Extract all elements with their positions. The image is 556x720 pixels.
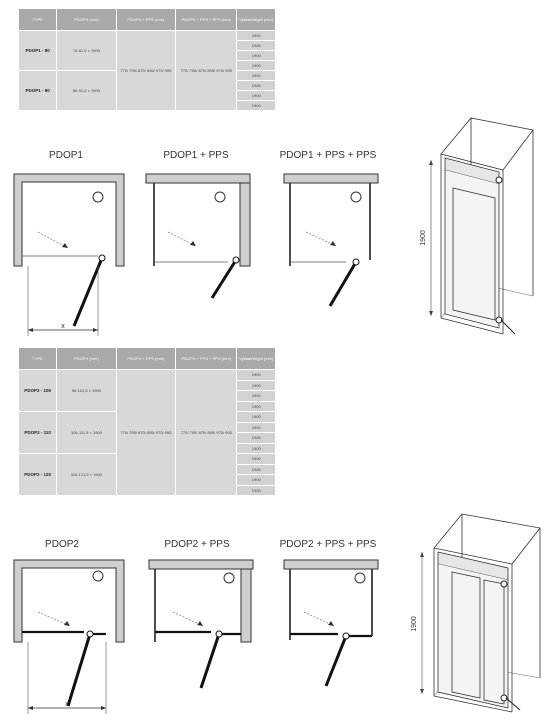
header-height: Výška/Height (mm) bbox=[237, 348, 276, 370]
height-cell: 1900 bbox=[237, 31, 276, 41]
header-pps-pps: PDOPX + PPS + PPS (mm) bbox=[176, 9, 237, 31]
header-pps-pps: PDOPX + PPS + PPS (mm) bbox=[176, 348, 237, 370]
height-cell: 1900 bbox=[237, 485, 276, 496]
pps-pps-cell: 770/ 795/ 870/ 895/ 970/ 995 bbox=[176, 370, 237, 496]
diagram-label-pdop2-pps-pps: PDOP2 + PPS + PPS bbox=[279, 539, 377, 550]
dimension-x-label: x bbox=[61, 323, 65, 330]
dim-cell: 96-101,5 × 1900 bbox=[57, 370, 116, 412]
diagram-label-pdop2-pps: PDOP2 + PPS bbox=[164, 539, 230, 550]
header-pps: PDOPX + PPS (mm) bbox=[116, 348, 175, 370]
height-cell: 1900 bbox=[237, 475, 276, 486]
dim-cell: 116-121,5 × 1900 bbox=[57, 454, 116, 496]
height-cell: 1900 bbox=[237, 41, 276, 51]
height-cell: 1900 bbox=[237, 370, 276, 381]
dim-cell: 76-81,5 × 1900 bbox=[57, 31, 116, 71]
height-cell: 1900 bbox=[237, 81, 276, 91]
height-dimension-label: 1900 bbox=[411, 616, 418, 632]
height-cell: 1900 bbox=[237, 401, 276, 412]
height-dimension-label: 1900 bbox=[420, 230, 427, 246]
floor-plan-pdop2-pps-pps bbox=[280, 556, 384, 690]
dim-cell: 106-111,5 × 1900 bbox=[57, 412, 116, 454]
enclosure-3d-pdop2 bbox=[400, 508, 548, 718]
type-cell: PDOP2 - 100 bbox=[19, 370, 57, 412]
height-cell: 1900 bbox=[237, 443, 276, 454]
enclosure-3d-pdop1 bbox=[405, 112, 545, 342]
header-dim: PDOPX (mm) bbox=[57, 9, 116, 31]
height-cell: 1900 bbox=[237, 391, 276, 402]
height-cell: 1900 bbox=[237, 51, 276, 61]
height-cell: 1900 bbox=[237, 61, 276, 71]
height-cell: 1900 bbox=[237, 433, 276, 444]
height-cell: 1900 bbox=[237, 412, 276, 423]
floor-plan-pdop2 bbox=[10, 556, 130, 718]
header-type: TYPE bbox=[19, 348, 57, 370]
dim-cell: 86-91,5 × 1900 bbox=[57, 71, 116, 111]
type-cell: PDOP1 - 90 bbox=[19, 71, 57, 111]
header-type: TYPE bbox=[19, 9, 57, 31]
height-cell: 1900 bbox=[237, 454, 276, 465]
floor-plan-pdop2-pps bbox=[145, 556, 257, 690]
header-pps: PDOPX + PPS (mm) bbox=[116, 9, 175, 31]
height-cell: 1900 bbox=[237, 422, 276, 433]
height-cell: 1900 bbox=[237, 91, 276, 101]
diagram-label-pdop1-pps-pps: PDOP1 + PPS + PPS bbox=[279, 150, 377, 161]
type-cell: PDOP2 - 120 bbox=[19, 454, 57, 496]
floor-plan-pdop1-pps-pps bbox=[280, 170, 384, 310]
header-height: Výška/Height (mm) bbox=[237, 9, 276, 31]
diagram-label-pdop1: PDOP1 bbox=[49, 150, 83, 161]
pps-cell: 770/ 795/ 870/ 895/ 970/ 995 bbox=[116, 370, 175, 496]
dimension-x-label: x bbox=[65, 701, 69, 708]
floor-plan-pdop1-pps bbox=[140, 170, 260, 300]
height-cell: 1900 bbox=[237, 101, 276, 111]
pps-pps-cell: 770/ 795/ 870/ 895/ 970/ 995 bbox=[176, 31, 237, 111]
height-cell: 1900 bbox=[237, 464, 276, 475]
floor-plan-pdop1 bbox=[10, 170, 130, 340]
diagram-label-pdop2: PDOP2 bbox=[45, 539, 79, 550]
height-cell: 1900 bbox=[237, 380, 276, 391]
diagram-label-pdop1-pps: PDOP1 + PPS bbox=[163, 150, 229, 161]
spec-table-1 bbox=[18, 8, 276, 111]
height-cell: 1900 bbox=[237, 71, 276, 81]
header-dim: PDOPX (mm) bbox=[57, 348, 116, 370]
type-cell: PDOP2 - 110 bbox=[19, 412, 57, 454]
pps-cell: 770/ 795/ 870/ 895/ 970/ 995 bbox=[116, 31, 175, 111]
type-cell: PDOP1 - 80 bbox=[19, 31, 57, 71]
spec-table-2 bbox=[18, 347, 276, 496]
